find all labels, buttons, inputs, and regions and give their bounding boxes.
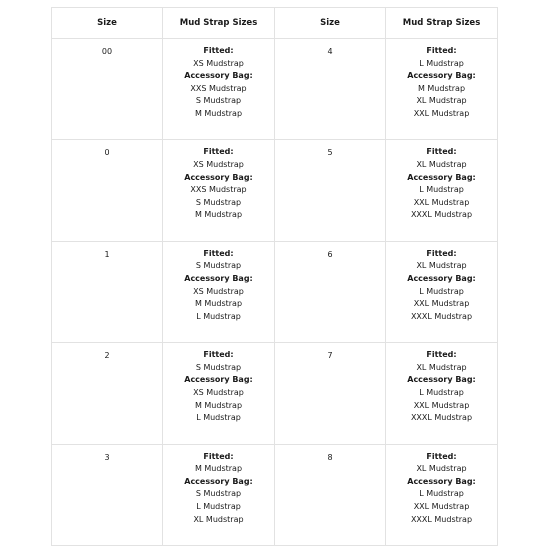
mud-strap-list <box>386 242 497 324</box>
size-cell <box>52 241 163 342</box>
accessory-bag-label: Accessory Bag: <box>184 273 253 283</box>
accessory-strap-size: XL Mudstrap <box>416 96 467 106</box>
size-value: 6 <box>327 249 333 259</box>
size-cell <box>275 140 386 241</box>
mud-strap-cell <box>163 241 275 342</box>
mud-strap-list <box>386 343 497 425</box>
accessory-strap-size: XXXL Mudstrap <box>410 413 473 423</box>
fitted-strap-size: S Mudstrap <box>195 362 242 372</box>
size-value: 2 <box>104 351 110 361</box>
size-value: 00 <box>101 47 113 56</box>
fitted-label: Fitted: <box>426 46 457 55</box>
size-value: 7 <box>327 351 333 361</box>
accessory-bag-label: Accessory Bag: <box>407 476 476 486</box>
accessory-strap-size: M Mudstrap <box>417 83 466 93</box>
fitted-label: Fitted: <box>426 147 457 157</box>
table-row <box>52 241 498 342</box>
accessory-strap-size: XXL Mudstrap <box>413 108 470 118</box>
fitted-strap-size: XS Mudstrap <box>193 159 244 169</box>
accessory-bag-label: Accessory Bag: <box>184 172 253 182</box>
table-row <box>52 444 498 545</box>
accessory-strap-size: L Mudstrap <box>419 387 464 397</box>
accessory-strap-size: L Mudstrap <box>419 489 464 499</box>
accessory-strap-size: L Mudstrap <box>196 501 241 511</box>
size-cell <box>52 140 163 241</box>
accessory-strap-size: M Mudstrap <box>194 210 243 220</box>
accessory-bag-label: Accessory Bag: <box>184 375 253 385</box>
mud-strap-cell <box>386 241 498 342</box>
accessory-strap-size: XXXL Mudstrap <box>410 311 473 321</box>
accessory-strap-size: XXXL Mudstrap <box>410 514 473 524</box>
accessory-strap-size: S Mudstrap <box>195 96 242 106</box>
accessory-strap-size: L Mudstrap <box>196 311 241 321</box>
size-cell <box>52 343 163 444</box>
mud-strap-cell <box>386 444 498 545</box>
mud-strap-cell <box>386 140 498 241</box>
fitted-label: Fitted: <box>203 451 234 461</box>
mud-strap-list <box>163 140 274 222</box>
mud-strap-list <box>163 445 274 527</box>
mud-strap-list <box>163 39 274 121</box>
table-row <box>52 39 498 140</box>
header-row <box>52 8 498 39</box>
table-row <box>52 140 498 241</box>
fitted-strap-size: XS Mudstrap <box>193 58 244 68</box>
accessory-bag-label: Accessory Bag: <box>407 71 476 81</box>
size-cell <box>52 39 163 140</box>
fitted-strap-size: XL Mudstrap <box>416 362 467 372</box>
accessory-bag-label: Accessory Bag: <box>184 476 253 486</box>
accessory-strap-size: XS Mudstrap <box>193 387 244 397</box>
accessory-strap-size: XXS Mudstrap <box>190 185 247 195</box>
mud-strap-cell <box>163 444 275 545</box>
accessory-bag-label: Accessory Bag: <box>407 375 476 385</box>
accessory-strap-size: M Mudstrap <box>194 108 243 118</box>
accessory-strap-size: L Mudstrap <box>419 185 464 195</box>
header-size-right: Size <box>275 8 386 39</box>
mud-strap-size-table <box>51 7 498 546</box>
fitted-strap-size: L Mudstrap <box>419 58 464 68</box>
accessory-bag-label: Accessory Bag: <box>407 273 476 283</box>
fitted-strap-size: XL Mudstrap <box>416 464 467 474</box>
table-row <box>52 343 498 444</box>
fitted-label: Fitted: <box>426 451 457 461</box>
mud-strap-list <box>386 39 497 121</box>
accessory-strap-size: S Mudstrap <box>195 489 242 499</box>
fitted-strap-size: M Mudstrap <box>194 464 243 474</box>
fitted-label: Fitted: <box>426 248 457 258</box>
accessory-strap-size: S Mudstrap <box>195 197 242 207</box>
accessory-bag-label: Accessory Bag: <box>407 172 476 182</box>
size-cell <box>275 444 386 545</box>
accessory-strap-size: M Mudstrap <box>194 299 243 309</box>
size-value: 0 <box>104 148 110 158</box>
mud-strap-list <box>386 445 497 527</box>
size-value: 1 <box>104 249 110 259</box>
fitted-label: Fitted: <box>426 350 457 360</box>
mud-strap-list <box>386 140 497 222</box>
size-cell <box>275 241 386 342</box>
accessory-strap-size: XXL Mudstrap <box>413 400 470 410</box>
size-value: 5 <box>327 148 333 158</box>
accessory-strap-size: L Mudstrap <box>419 286 464 296</box>
accessory-strap-size: XXL Mudstrap <box>413 501 470 511</box>
fitted-label: Fitted: <box>203 350 234 360</box>
header-mud-strap-left: Mud Strap Sizes <box>163 8 275 39</box>
size-cell <box>275 343 386 444</box>
mud-strap-list <box>163 343 274 425</box>
accessory-bag-label: Accessory Bag: <box>184 71 253 81</box>
fitted-label: Fitted: <box>203 147 234 157</box>
header-mud-strap-right: Mud Strap Sizes <box>386 8 498 39</box>
fitted-label: Fitted: <box>203 248 234 258</box>
fitted-strap-size: XL Mudstrap <box>416 159 467 169</box>
accessory-strap-size: XL Mudstrap <box>193 514 244 524</box>
mud-strap-list <box>163 242 274 324</box>
mud-strap-cell <box>163 140 275 241</box>
header-size-left: Size <box>52 8 163 39</box>
mud-strap-cell <box>163 39 275 140</box>
mud-strap-cell <box>386 343 498 444</box>
size-value: 3 <box>104 452 110 462</box>
accessory-strap-size: L Mudstrap <box>196 413 241 423</box>
accessory-strap-size: XS Mudstrap <box>193 286 244 296</box>
size-value: 4 <box>327 47 333 56</box>
accessory-strap-size: XXL Mudstrap <box>413 197 470 207</box>
accessory-strap-size: M Mudstrap <box>194 400 243 410</box>
fitted-strap-size: XL Mudstrap <box>416 261 467 271</box>
size-value: 8 <box>327 452 333 462</box>
size-cell <box>52 444 163 545</box>
accessory-strap-size: XXL Mudstrap <box>413 299 470 309</box>
mud-strap-cell <box>386 39 498 140</box>
fitted-strap-size: S Mudstrap <box>195 261 242 271</box>
mud-strap-cell <box>163 343 275 444</box>
size-cell <box>275 39 386 140</box>
accessory-strap-size: XXXL Mudstrap <box>410 210 473 220</box>
accessory-strap-size: XXS Mudstrap <box>190 83 247 93</box>
fitted-label: Fitted: <box>203 46 234 55</box>
